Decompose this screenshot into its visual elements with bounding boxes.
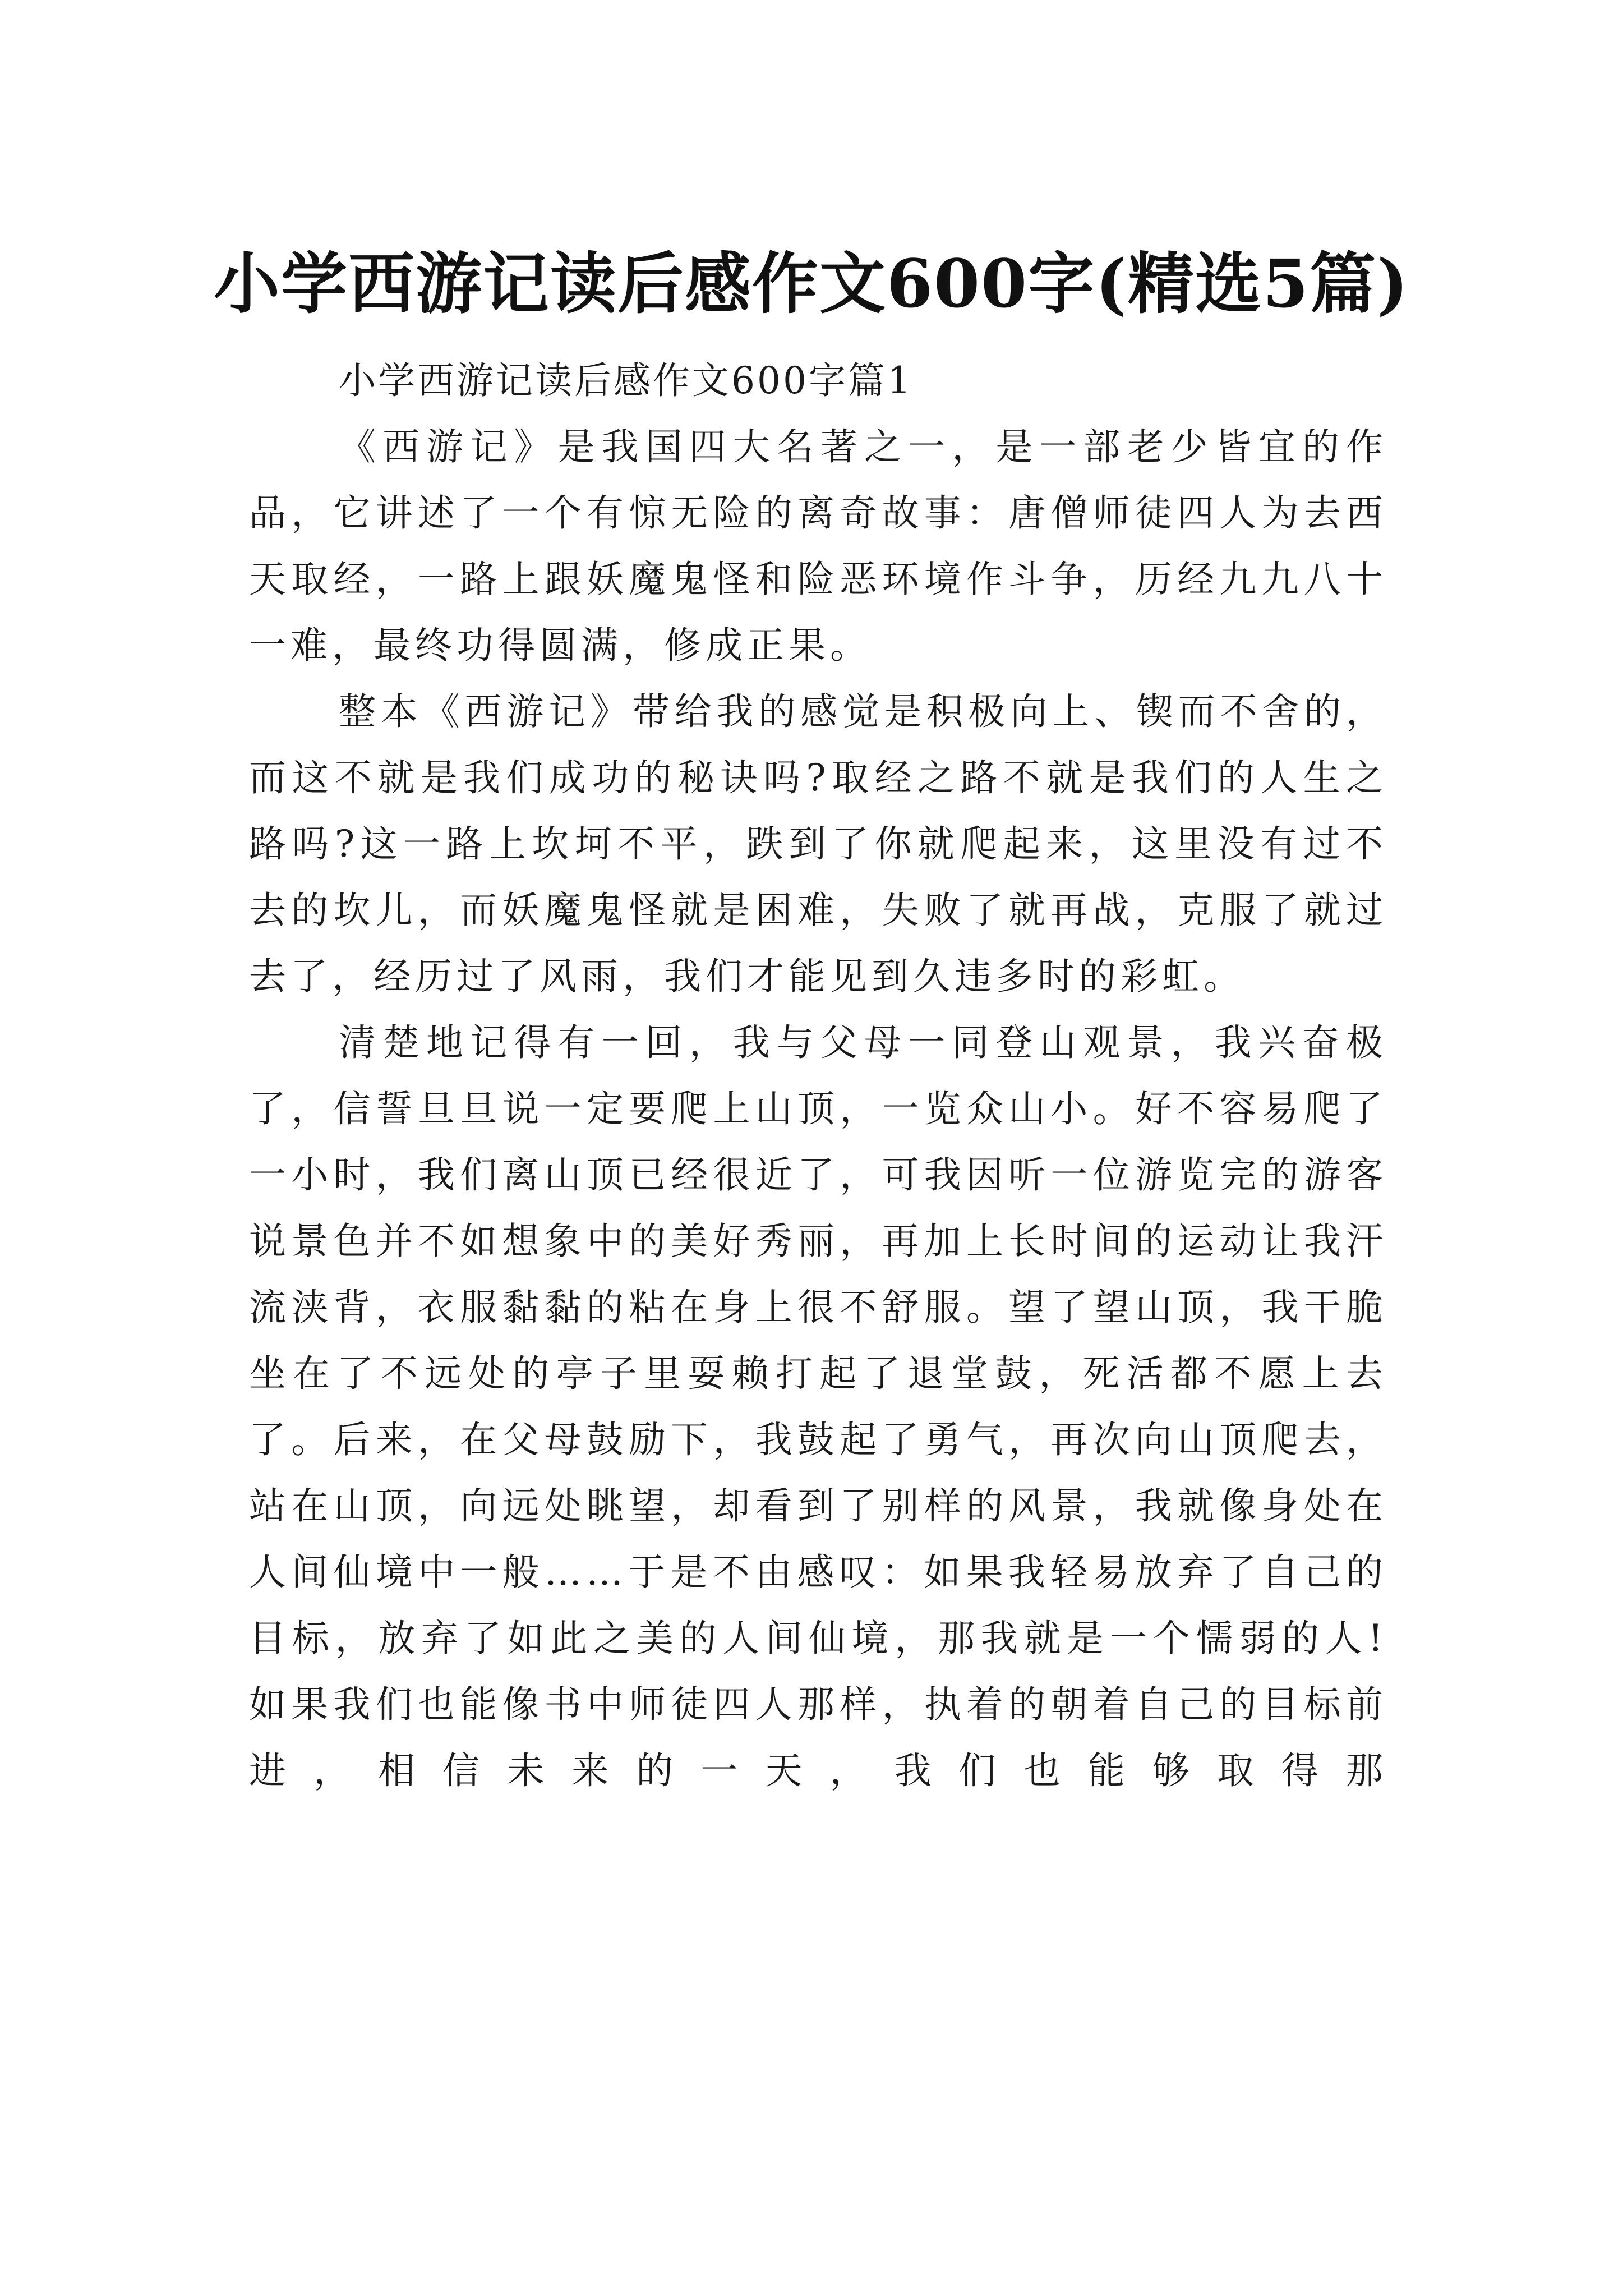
paragraph-3: 清楚地记得有一回，我与父母一同登山观景，我兴奋极了，信誓旦旦说一定要爬上山顶，一览众山小。好不容易爬了一小时，我们离山顶已经很近了，可我因听一位游览完的游客说景色并不如想象中的美好秀丽，再加上长时间的运动让我汗流浃背，衣服黏黏的粘在身上很不舒服。望了望山顶，我干脆坐在了不远处的亭子里耍赖打起了退堂鼓，死活都不愿上去了。后来，在父母鼓励下，我鼓起了勇气，再次向山顶爬去，站在山顶，向远处眺望，却看到了别样的风景，我就像身处在人间仙境中一般……于是不由感叹：如果我轻易放弃了自己的目标，放弃了如此之美的人间仙境，那我就是一个懦弱的人!如果我们也能像书中师徒四人那样，执着的朝着自己的目标前进，相信未来的一天，我们也能够取得那 (249, 1021, 1387, 1792)
paragraph-2: 整本《西游记》带给我的感觉是积极向上、锲而不舍的，而这不就是我们成功的秘诀吗?取经之路不就是我们的人生之路吗?这一路上坎坷不平，跌到了你就爬起来，这里没有过不去的坎儿，而妖魔鬼怪就是困难，失败了就再战，克服了就过去了，经历过了风雨，我们才能见到久违多时的彩虹。 (249, 690, 1387, 998)
section-heading: 小学西游记读后感作文600字篇1 (339, 359, 913, 402)
document-title: 小学西游记读后感作文600字(精选5篇) (213, 245, 1410, 323)
document-body (249, 348, 1387, 1804)
paragraph-1: 《西游记》是我国四大名著之一，是一部老少皆宜的作品，它讲述了一个有惊无险的离奇故事：唐僧师徒四人为去西天取经，一路上跟妖魔鬼怪和险恶环境作斗争，历经九九八十一难，最终功得圆满，修成正果。 (249, 425, 1387, 667)
